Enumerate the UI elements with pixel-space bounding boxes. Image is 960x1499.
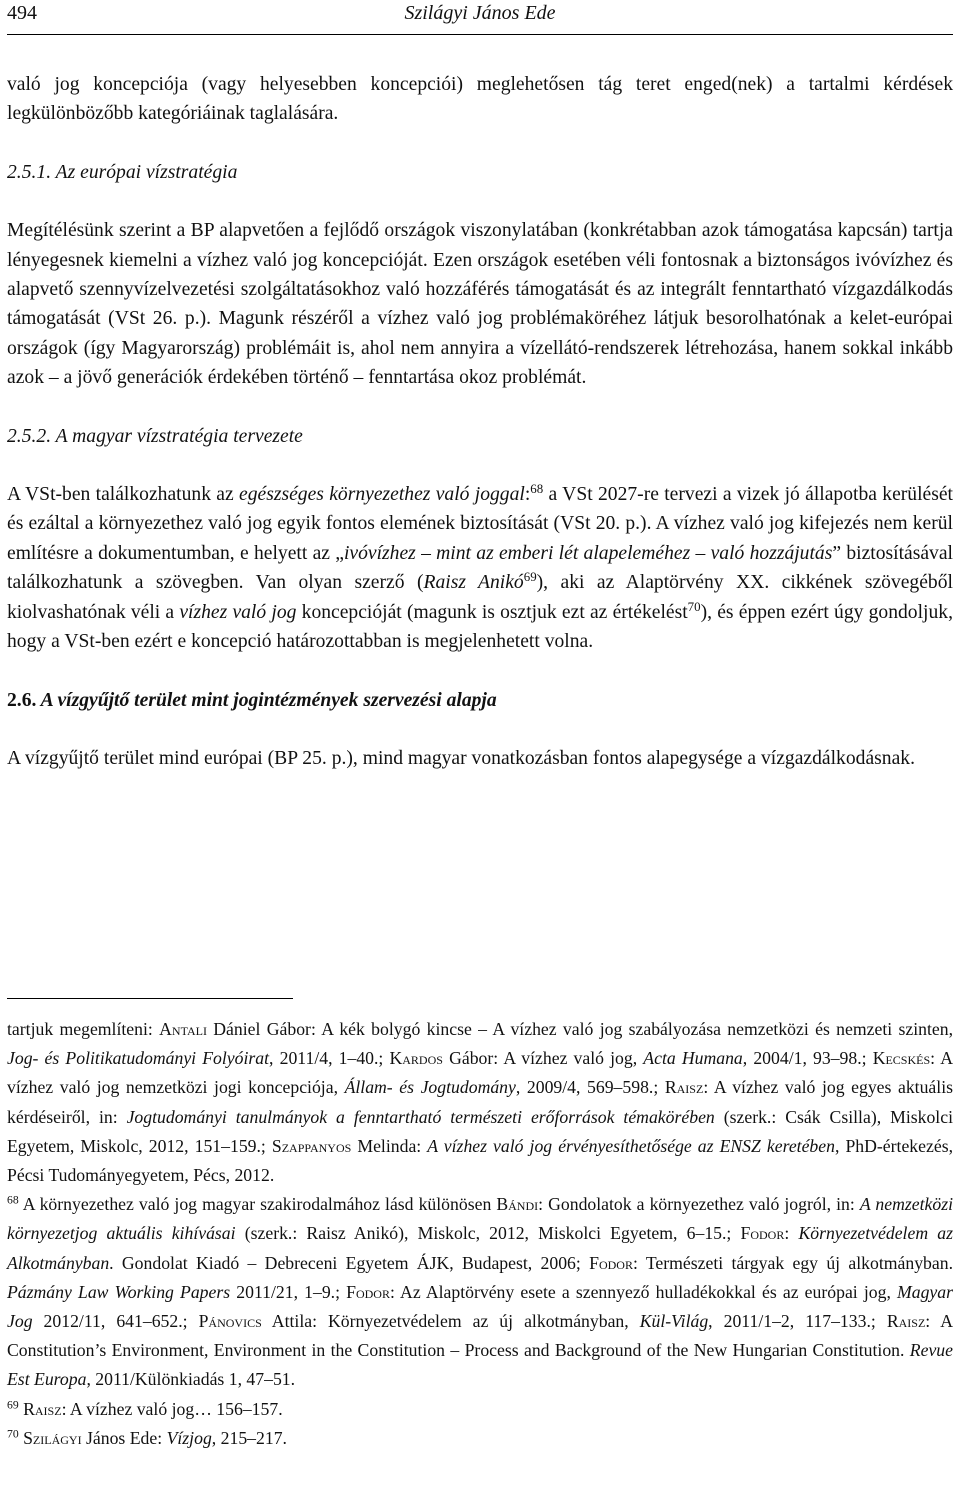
footnote-ref-70: 70: [687, 598, 701, 614]
footnote-69: $^{69}$ Raisz: A vízhez való jog… 156–157.: [7, 1398, 283, 1419]
paragraph-2-5-1: Megítélésünk szerint a BP alapvetően a fejlődő országok viszonylatában (konkrétabban azok támogatása kapcsán) tartja lényegesnek kiemelni a vízhez való jog koncepcióját. Ezen országok esetében véli fontosnak a biztonságos ivóvízhez és alapvető szennyvízelvezetési szolgáltatásokhoz való hozzáférés támogatását és az integrált fenntartható vízgazdálkodás támogatását (VSt 26. p.). Magunk részéről a vízhez való jog problémaköréhez látjuk besorolhatónak a kelet-európai országok (így Magyarország) problémáit is, ahol nem annyira a vízellátó-rendszerek létrehozása, hanem sokkal inkább azok – a jövő generációk érdekében történő – fenntartása okoz problémát.: [7, 220, 953, 389]
heading-2-6: 2.6. A vízgyűjtő terület mint jogintézmények szervezési alapja: [7, 689, 497, 711]
paragraph-2-5-2: A VSt-ben találkozhatunk az egészséges környezethez való joggal:$^{68}$ a VSt 2027-re tervezi a vizek jó állapotba kerülését és ezáltal a környezethez való jog egyik fontos elemének biztosítását (VSt 20. p.). A vízhez való jog kifejezés nem kerül említésre a dokumentumban, e helyett az „ivóvízhez – mint az emberi lét alapeleméhez – való hozzájutás” biztosításával találkozhatunk a szövegben. Van olyan szerző (Raisz Anikó$^{69}$), aki az Alaptörvény XX. cikkének szövegéből kiolvashatónak véli a vízhez való jog koncepcióját (magunk is osztjuk ezt az értékelést$^{70}$), és éppen ezért úgy gondoljuk, hogy a VSt-ben ezért e koncepció határozottabban is megjelenhetett volna.: [7, 480, 953, 653]
footnotes: [7, 1015, 953, 1453]
footnote-separator: [7, 998, 293, 999]
footnote-continued: tartjuk megemlíteni: Antali Dániel Gábor: A kék bolygó kincse – A vízhez való jog szabályozása nemzetközi és nemzeti szinten, Jog- és Politikatudományi Folyóirat, 2011/4, 1–40.; Kardos Gábor: A vízhez való jog, Acta Humana, 2004/1, 93–98.; Kecskés: A vízhez való jog nemzetközi jogi koncepciója, Állam- és Jogtudomány, 2009/4, 569–598.; Raisz: A vízhez való jog egyes aktuális kérdéseiről, in: Jogtudományi tanulmányok a fenntartható természeti erőforrások témakörében (szerk.: Csák Csilla), Miskolci Egyetem, Miskolc, 2012, 151–159.; Szappanyos Melinda: A vízhez való jog érvényesíthetősége az ENSZ keretében, PhD-értekezés, Pécsi Tudományegyetem, Pécs, 2012.: [7, 1019, 953, 1186]
footnote-68: $^{68}$ A környezethez való jog magyar szakirodalmához lásd különösen Bándi: Gondolatok a környezethez való jogról, in: A nemzetközi környezetjog aktuális kihívásai (szerk.: Raisz Anikó), Miskolc, 2012, Miskolci Egyetem, 6–15.; Fodor: Környezetvédelem az Alkotmányban. Gondolat Kiadó – Debreceni Egyetem ÁJK, Budapest, 2006; Fodor: Természeti tárgyak egy új alkotmányban. Pázmány Law Working Papers 2011/21, 1–9.; Fodor: Az Alaptörvény esete a szennyező hulladékokkal és az európai jog, Magyar Jog 2012/11, 641–652.; Pánovics Attila: Környezetvédelem az új alkotmányban, Kül-Világ, 2011/1–2, 117–133.; Raisz: A Constitution’s Environment, Environment in the Constitution – Process and Background of the New Hungarian Constitution. Revue Est Europa, 2011/Különkiadás 1, 47–51.: [7, 1193, 954, 1390]
page-header: [7, 0, 953, 35]
heading-2-5-2: 2.5.2. A magyar vízstratégia tervezete: [7, 425, 303, 447]
heading-2-5-1: 2.5.1. Az európai vízstratégia: [7, 161, 238, 183]
paragraph-2-6: A vízgyűjtő terület mind európai (BP 25. p.), mind magyar vonatkozásban fontos alapegysége a vízgazdálkodásnak.: [7, 747, 915, 769]
intro-paragraph: való jog koncepciója (vagy helyesebben koncepciói) meglehetősen tág teret enged(nek) a tartalmi kérdések legkülönbözőbb kategóriáinak taglalására.: [7, 74, 953, 125]
footnote-70: $^{70}$ Szilágyi János Ede: Vízjog, 215–217.: [7, 1427, 287, 1448]
running-head: Szilágyi János Ede: [404, 2, 556, 24]
page-number: 494: [7, 2, 37, 24]
footnote-ref-69: 69: [523, 569, 537, 585]
main-text: [7, 70, 953, 773]
footnote-ref-68: 68: [530, 480, 544, 496]
